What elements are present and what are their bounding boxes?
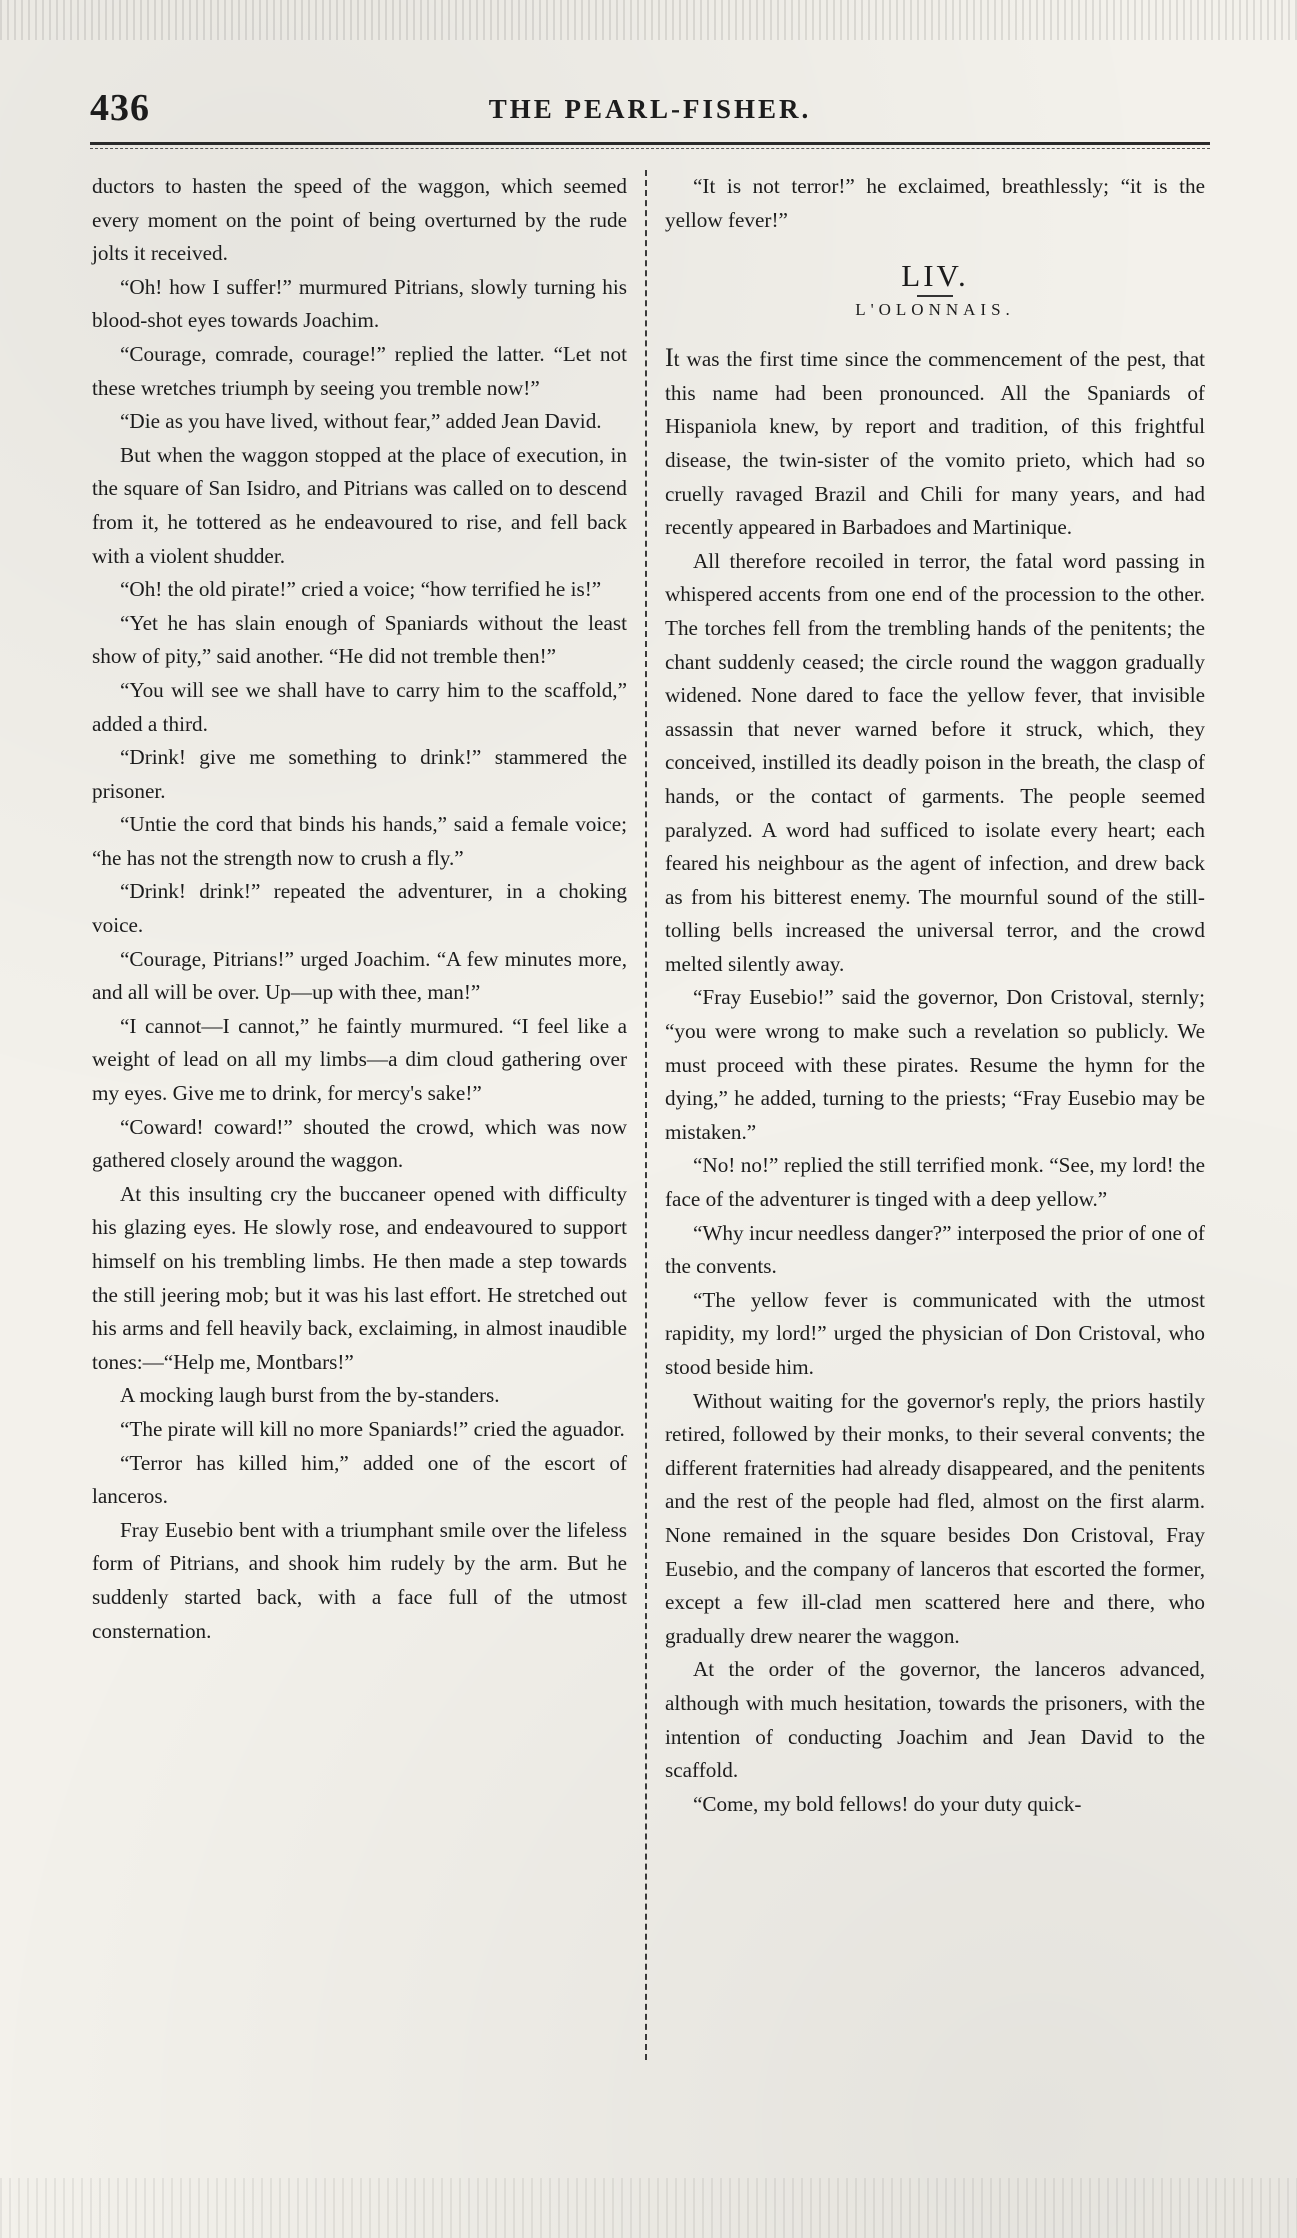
bottom-page-noise [0, 2178, 1297, 2238]
paragraph: At the order of the governor, the lanceros advanced, although with much hesitation, towards the prisoners, with the intention of conducting Joachim and Jean David to the scaffold. [665, 1657, 1205, 1783]
paragraph: “Drink! give me something to drink!” stammered the prisoner. [92, 745, 627, 803]
paragraph: “It is not terror!” he exclaimed, breathlessly; “it is the yellow fever!” [665, 174, 1205, 232]
paragraph: “Oh! the old pirate!” cried a voice; “how terrified he is!” [120, 577, 602, 602]
paragraph: “Fray Eusebio!” said the governor, Don Cristoval, sternly; “you were wrong to make such a revelation so publicly. We must proceed with these pirates. Resume the hymn for the dying,” he added, turning to the priests; “Fray Eusebio may be mistaken.” [665, 985, 1205, 1144]
paragraph: Without waiting for the governor's reply, the priors hastily retired, followed by their monks, to their several convents; the different fraternities had already disappeared, and the penitents and the rest of the people had fled, almost on the first alarm. None remained in the square besides Don Cristoval, Fray Eusebio, and the company of lanceros that escorted the former, except a few ill-clad men scattered here and there, who gradually drew nearer the waggon. [665, 1388, 1205, 1648]
paragraph: “Die as you have lived, without fear,” added Jean David. [120, 409, 602, 434]
paragraph: “Courage, Pitrians!” urged Joachim. “A few minutes more, and all will be over. Up—up with thee, man!” [92, 946, 627, 1005]
running-title: THE PEARL-FISHER. [488, 94, 812, 124]
page-header [90, 86, 1210, 142]
paragraph: “Terror has killed him,” added one of the escort of lanceros. [92, 1450, 627, 1509]
paragraph: “Courage, comrade, courage!” replied the latter. “Let not these wretches triumph by seeing you tremble now!” [92, 341, 627, 400]
page-number: 436 [90, 87, 150, 129]
paragraph: “Come, my bold fellows! do your duty quick- [693, 1791, 1082, 1816]
column-divider [645, 170, 647, 2060]
top-page-noise [0, 0, 1297, 40]
left-column [92, 170, 627, 1648]
paragraph: “Why incur needless danger?” interposed the prior of one of the convents. [665, 1220, 1205, 1279]
paragraph: But when the waggon stopped at the place of execution, in the square of San Isidro, and Pitrians was called on to descend from it, he tottered as he endeavoured to rise, and fell back with a violent shudder. [92, 442, 627, 568]
paragraph: “I cannot—I cannot,” he faintly murmured. “I feel like a weight of lead on all my limbs—a dim cloud gathering over my eyes. Give me to drink, for mercy's sake!” [92, 1013, 627, 1106]
chapter-title: L'OLONNAIS. [855, 300, 1015, 320]
paragraph: All therefore recoiled in terror, the fatal word passing in whispered accents from one end of the procession to the other. The torches fell from the trembling hands of the penitents; the chant suddenly ceased; the circle round the waggon gradually widened. None dared to face the yellow fever, that invisible assassin that never warned before it struck, which, they conceived, instilled its deadly poison in the breath, the clasp of hands, or the contact of garments. The people seemed paralyzed. A word had sufficed to isolate every heart; each feared his neighbour as the agent of infection, and drew back as from his bitterest enemy. The mournful sound of the still-tolling bells increased the universal terror, and the crowd melted silently away. [665, 548, 1205, 976]
paragraph: “No! no!” replied the still terrified monk. “See, my lord! the face of the adventurer is tinged with a deep yellow.” [665, 1153, 1205, 1212]
header-rule-dashed [90, 148, 1210, 149]
paragraph: “Drink! drink!” repeated the adventurer, in a choking voice. [92, 879, 627, 938]
paragraph: Fray Eusebio bent with a triumphant smile over the lifeless form of Pitrians, and shook him rudely by the arm. But he suddenly started back, with a face full of the utmost consternation. [92, 1517, 627, 1643]
paragraph: A mocking laugh burst from the by-standers. [120, 1383, 500, 1408]
paragraph: At this insulting cry the buccaneer opened with difficulty his glazing eyes. He slowly rose, and endeavoured to support himself on his trembling limbs. He then made a step towards the still jeering mob; but it was his last effort. He stretched out his arms and fell heavily back, exclaiming, in almost inaudible tones:—“Help me, Montbars!” [92, 1181, 627, 1374]
paragraph: “The pirate will kill no more Spaniards!” cried the aguador. [120, 1416, 625, 1441]
paragraph: “Untie the cord that binds his hands,” said a female voice; “he has not the strength now to crush a fly.” [92, 812, 627, 870]
header-rule [90, 142, 1210, 145]
paragraph: “Coward! coward!” shouted the crowd, which was now gathered closely around the waggon. [92, 1114, 627, 1173]
paragraph: “Oh! how I suffer!” murmured Pitrians, slowly turning his blood-shot eyes towards Joachim. [92, 274, 627, 333]
paragraph: ductors to hasten the speed of the waggon, which seemed every moment on the point of being overturned by the rude jolts it received. [92, 174, 627, 266]
paragraph: “Yet he has slain enough of Spaniards without the least show of pity,” said another. “He did not tremble then!” [92, 610, 627, 669]
chapter-number: LIV. [901, 258, 969, 294]
paragraph: It was the first time since the commencement of the pest, that this name had been pronounced. All the Spaniards of Hispaniola knew, by report and tradition, of this frightful disease, the twin-sister of the vomito prieto, which had so cruelly ravaged Brazil and Chili for many years, and had recently appeared in Barbadoes and Martinique. [665, 343, 1205, 540]
paragraph: “You will see we shall have to carry him to the scaffold,” added a third. [92, 677, 627, 736]
paragraph: “The yellow fever is communicated with the utmost rapidity, my lord!” urged the physician of Don Cristoval, who stood beside him. [665, 1287, 1205, 1379]
right-column [665, 170, 1205, 1821]
